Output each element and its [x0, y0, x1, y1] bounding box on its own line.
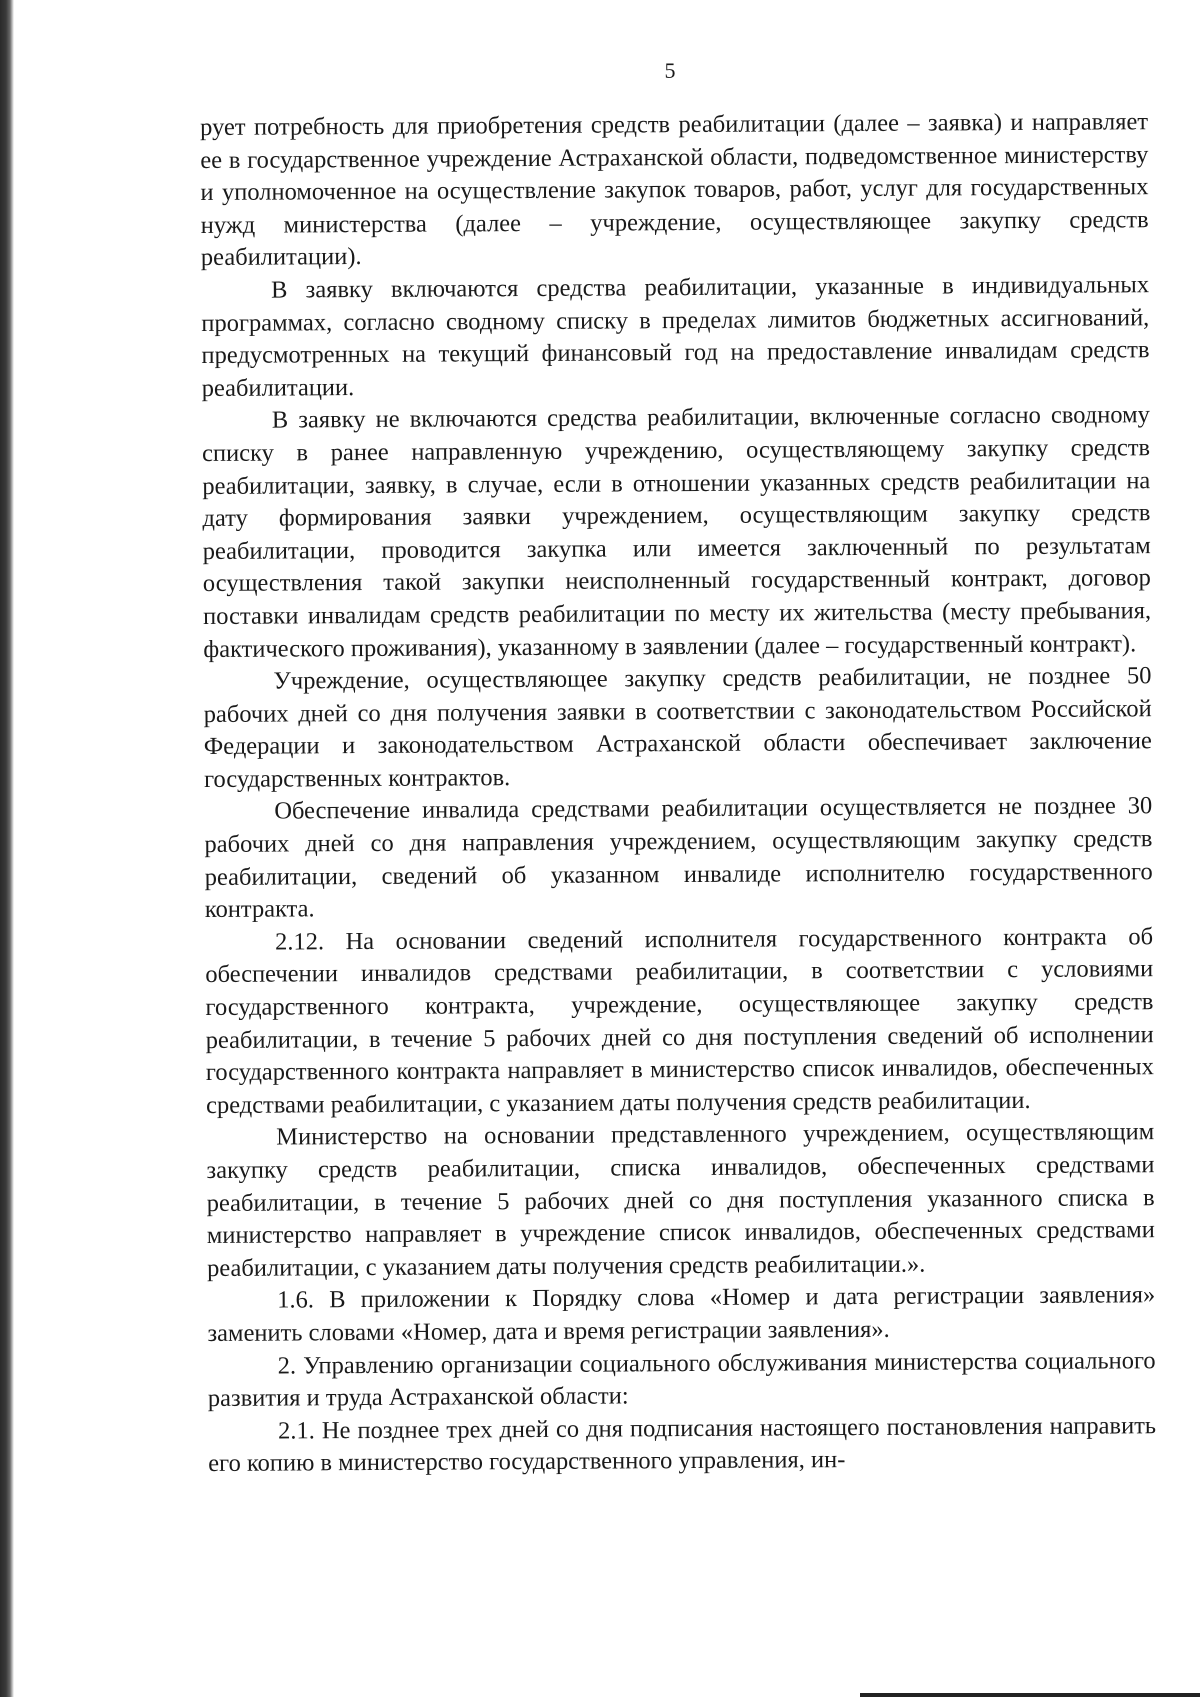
scan-left-edge: [0, 0, 14, 1697]
paragraph-10: 2.1. Не позднее трех дней со дня подписания настоящего постановления направить его копию в министерство государственного управления, ин-: [208, 1411, 1157, 1478]
paragraph-1: рует потребность для приобретения средств реабилитации (далее – заявка) и направляет ее в государственное учреждение Астраханской области, подведомственное министерству и уполномоченное на осуществление закупок товаров, работ, услуг для государственных нужд министерства (далее – учреждение, осуществляющее закупку средств реабилитации).: [200, 108, 1149, 272]
page-number: 5: [664, 58, 676, 83]
document-body: [200, 106, 1156, 1481]
scan-bottom-edge: [860, 1693, 1200, 1697]
paragraph-2: В заявку включаются средства реабилитации, указанные в индивидуальных программах, согласно сводному списку в пределах лимитов бюджетных ассигнований, предусмотренных на текущий финансовый год на предоставление инвалидам средств реабилитации.: [201, 271, 1150, 402]
paragraph-5: Обеспечение инвалида средствами реабилитации осуществляется не позднее 30 рабочих дней со дня направления учреждением, осуществляющим закупку средств реабилитации, сведений об указанном инвалиде исполнителю государственного контракта.: [204, 792, 1153, 924]
paragraph-9: 2. Управлению организации социального обслуживания министерства социального развития и труда Астраханской области:: [207, 1346, 1156, 1413]
paragraph-4: Учреждение, осуществляющее закупку средств реабилитации, не позднее 50 рабочих дней со дня получения заявки в соответствии с законодательством Российской Федерации и законодательством Астраханской области обеспечивает заключение государственных контрактов.: [203, 662, 1152, 793]
paragraph-7: Министерство на основании представленного учреждением, осуществляющим закупку средств реабилитации, списка инвалидов, обеспеченных средствами реабилитации, в течение 5 рабочих дней со дня поступления указанного списка в министерство направляет в учреждение список инвалидов, обеспеченных средствами реабилитации, с указанием даты получения средств реабилитации.».: [206, 1118, 1155, 1282]
paragraph-6: 2.12. На основании сведений исполнителя государственного контракта об обеспечении инвалидов средствами реабилитации, в соответствии с условиями государственного контракта, учреждение, осуществляющее закупку средств реабилитации, в течение 5 рабочих дней со дня поступления сведений об исполнении государственного контракта направляет в министерство список инвалидов, обеспеченных средствами реабилитации, с указанием даты получения средств реабилитации.: [205, 923, 1154, 1119]
paragraph-3: В заявку не включаются средства реабилитации, включенные согласно сводному списку в ранее направленную учреждению, осуществляющему закупку средств реабилитации, заявку, в случае, если в отношении указанных средств реабилитации на дату формирования заявки учреждением, осуществляющим закупку средств реабилитации, проводится закупка или имеется заключенный по результатам осуществления такой закупки неисполненный государственный контракт, договор поставки инвалидам средств реабилитации по месту их жительства (месту пребывания, фактического проживания), указанному в заявлении (далее – государственный контракт).: [202, 401, 1152, 663]
paragraph-8: 1.6. В приложении к Порядку слова «Номер и дата регистрации заявления» заменить словами «Номер, дата и время регистрации заявления».: [207, 1281, 1156, 1347]
